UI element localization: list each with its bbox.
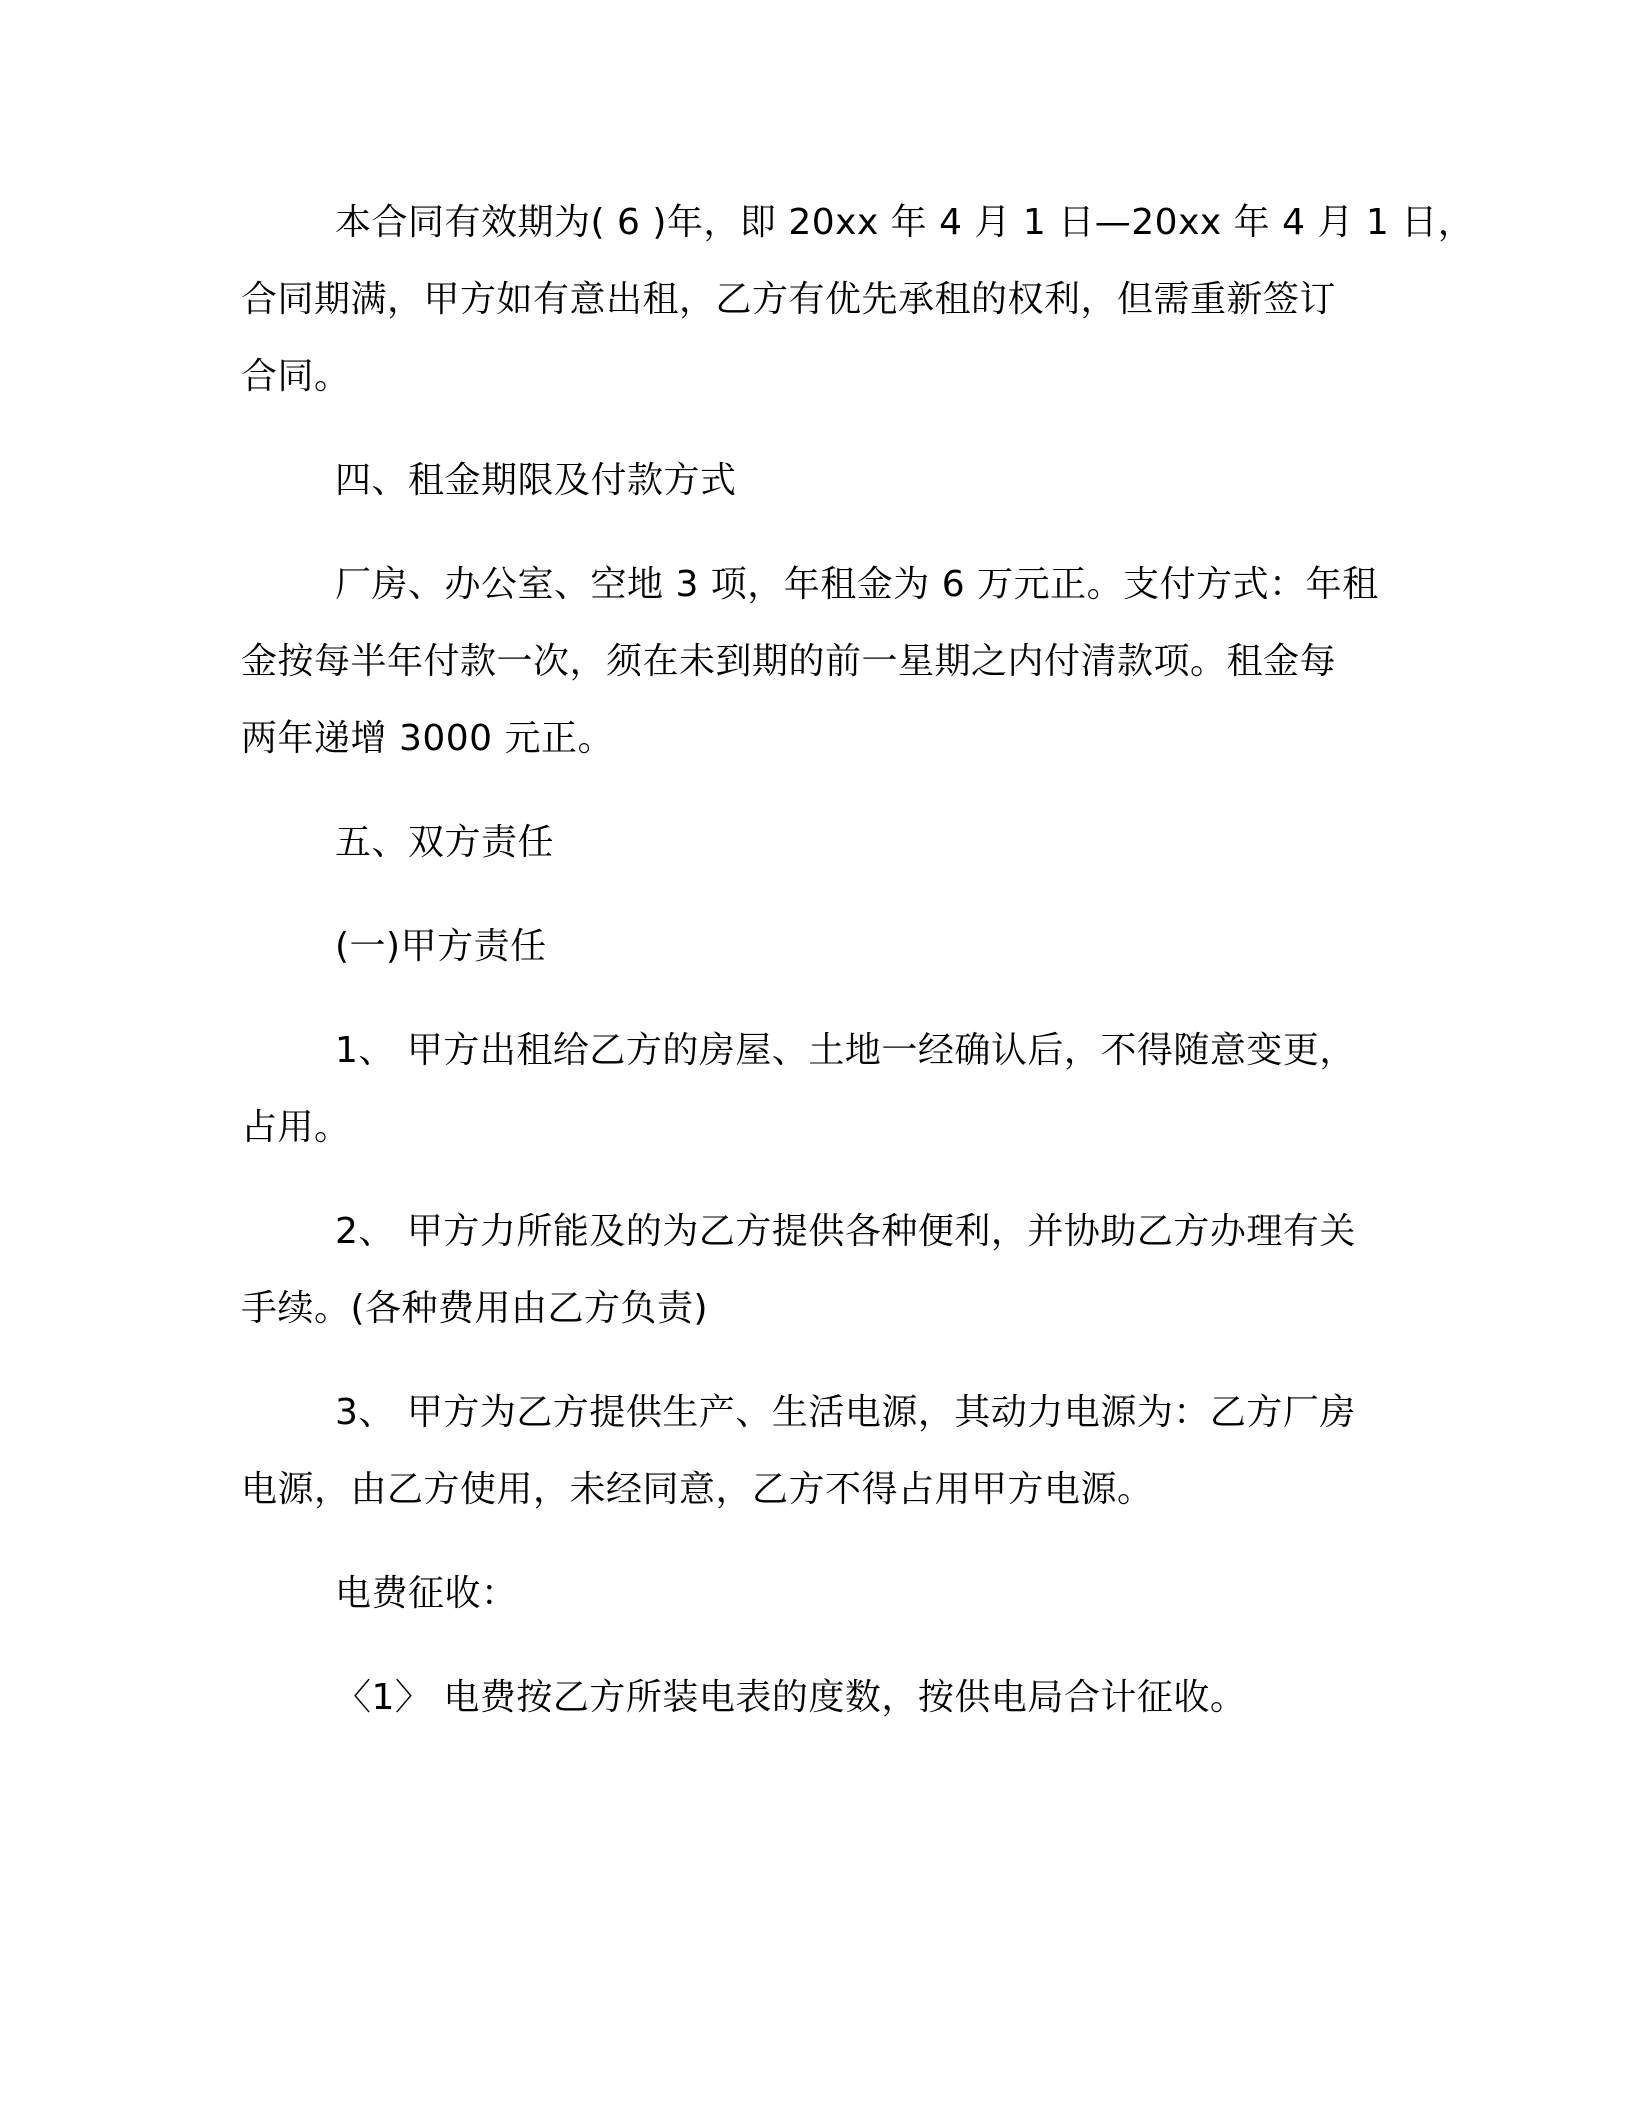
text-line: 1、 甲方出租给乙方的房屋、土地一经确认后，不得随意变更， [335, 1030, 1356, 1071]
heading-text: 四、租金期限及付款方式 [335, 460, 737, 501]
subheading-electricity [241, 1555, 1391, 1632]
list-item-2 [241, 1193, 1391, 1347]
text-line: 金按每半年付款一次，须在未到期的前一星期之内付清款项。租金每 [241, 641, 1337, 682]
list-item-1 [241, 1012, 1391, 1166]
paragraph-rent-payment [241, 546, 1391, 777]
text-line: 2、 甲方力所能及的为乙方提供各种便利，并协助乙方办理有关 [335, 1211, 1356, 1252]
text-line: 3、 甲方为乙方提供生产、生活电源，其动力电源为：乙方厂房 [335, 1392, 1356, 1433]
heading-text: 五、双方责任 [335, 822, 555, 863]
list-item-3 [241, 1374, 1391, 1528]
paragraph-contract-term [241, 184, 1475, 415]
text-line: 厂房、办公室、空地 3 项，年租金为 6 万元正。支付方式：年租 [335, 564, 1379, 605]
heading-text: (一)甲方责任 [335, 926, 547, 967]
text-line: 电源，由乙方使用，未经同意，乙方不得占用甲方电源。 [241, 1469, 1154, 1510]
text-line: 合同期满，甲方如有意出租，乙方有优先承租的权利，但需重新签订 [241, 279, 1337, 320]
document-body [241, 184, 1475, 1763]
text-line: 本合同有效期为( 6 )年，即 20xx 年 4 月 1 日—20xx 年 4 月 1 日， [335, 202, 1475, 243]
electricity-item-1 [241, 1659, 1391, 1736]
section-heading-responsibilities [241, 804, 1391, 881]
text-line: 手续。(各种费用由乙方负责) [241, 1288, 709, 1329]
heading-text: 电费征收： [335, 1573, 518, 1614]
text-line: 占用。 [241, 1107, 351, 1148]
text-line: 合同。 [241, 356, 351, 397]
subheading-party-a [241, 908, 1391, 985]
text-line: 两年递增 3000 元正。 [241, 718, 615, 759]
section-heading-rent-terms [241, 442, 1391, 519]
text-line: 〈1〉 电费按乙方所装电表的度数，按供电局合计征收。 [335, 1677, 1247, 1718]
